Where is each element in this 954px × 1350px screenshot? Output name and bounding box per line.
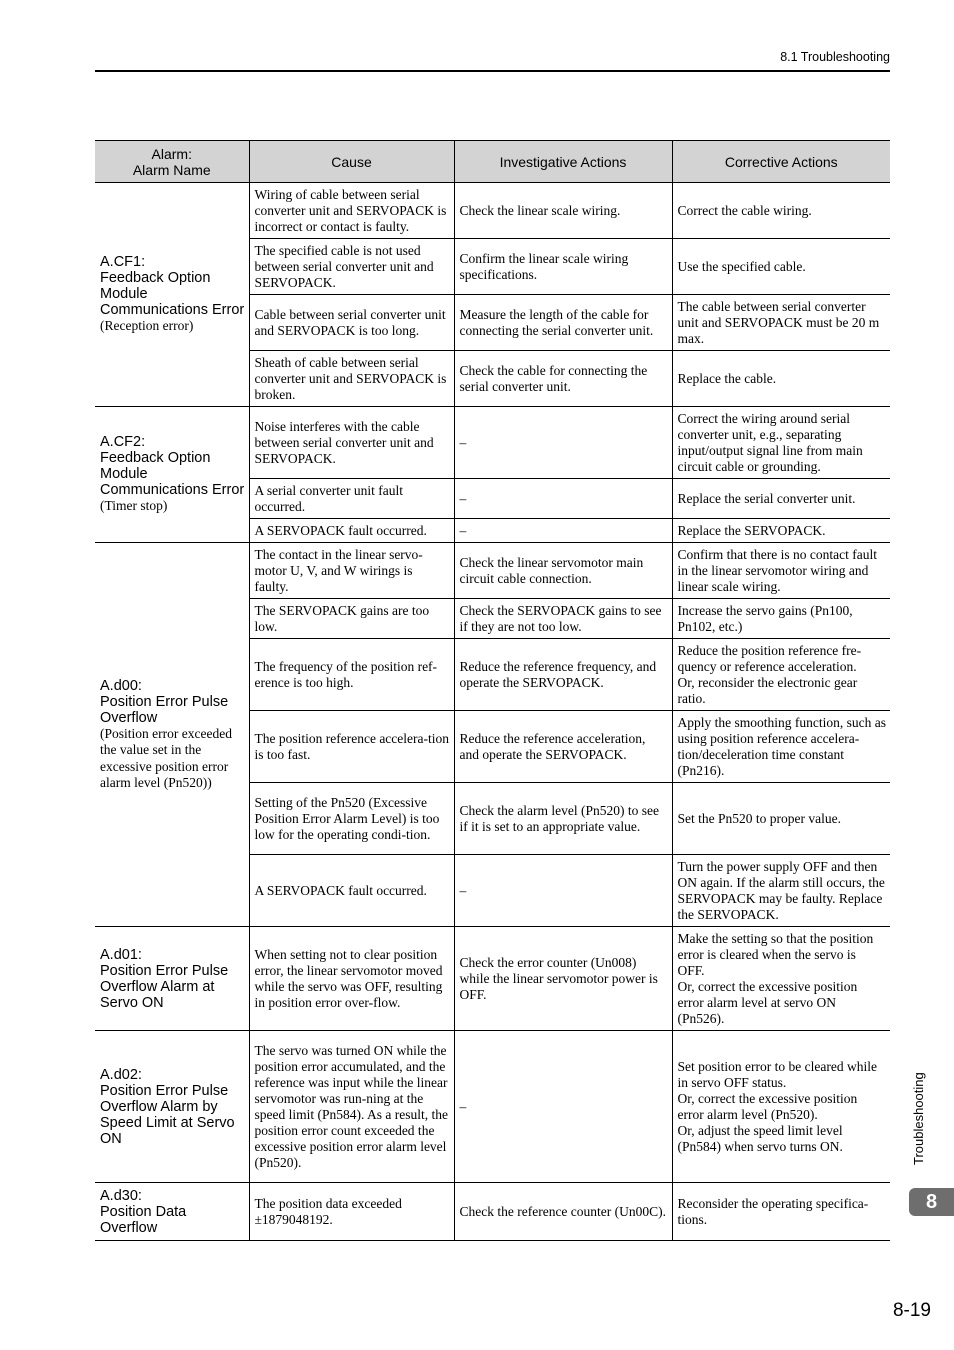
- investigative-cell: –: [454, 519, 672, 543]
- cause-cell: Noise interferes with the cable between serial converter unit and SERVOPACK.: [249, 407, 454, 479]
- investigative-cell: Confirm the linear scale wiring specifications.: [454, 239, 672, 295]
- header-alarm: Alarm: Alarm Name: [95, 141, 249, 183]
- cause-cell: A SERVOPACK fault occurred.: [249, 855, 454, 927]
- alarm-name: A.d02: Position Error Pulse Overflow Alarm by Speed Limit at Servo ON: [100, 1066, 235, 1147]
- cause-cell: The SERVOPACK gains are too low.: [249, 599, 454, 639]
- corrective-cell: Turn the power supply OFF and then ON again. If the alarm still occurs, the SERVOPACK may be faulty. Replace the SERVOPACK.: [672, 855, 890, 927]
- cause-cell: Setting of the Pn520 (Excessive Position Error Alarm Level) is too low for the operating condi-tion.: [249, 783, 454, 855]
- corrective-cell: Set position error to be cleared while in servo OFF status. Or, correct the excessive position error alarm level (Pn520). Or, adjust the speed limit level (Pn584) when servo turns ON.: [672, 1031, 890, 1183]
- investigative-cell: –: [454, 407, 672, 479]
- investigative-cell: –: [454, 479, 672, 519]
- alarm-cell: [95, 927, 249, 1031]
- alarm-description: (Timer stop): [100, 498, 168, 514]
- corrective-cell: The cable between serial converter unit and SERVOPACK must be 20 m max.: [672, 295, 890, 351]
- page-number: 8-19: [892, 1300, 931, 1321]
- chapter-tab[interactable]: 8: [909, 1188, 954, 1216]
- table-row: [95, 927, 890, 1031]
- troubleshooting-table: [95, 140, 890, 1241]
- header-corrective: Corrective Actions: [672, 141, 890, 183]
- table-row: [95, 543, 890, 599]
- investigative-cell: Reduce the reference acceleration, and operate the SERVOPACK.: [454, 711, 672, 783]
- cause-cell: The position reference accelera-tion is too fast.: [249, 711, 454, 783]
- corrective-cell: Correct the cable wiring.: [672, 183, 890, 239]
- alarm-cell: [95, 183, 249, 407]
- corrective-cell: Make the setting so that the position error is cleared when the servo is OFF. Or, correct the excessive position error alarm level at servo ON (Pn526).: [672, 927, 890, 1031]
- cause-cell: The contact in the linear servo-motor U, V, and W wirings is faulty.: [249, 543, 454, 599]
- investigative-cell: –: [454, 1031, 672, 1183]
- chapter-side-label: Troubleshooting: [911, 1072, 926, 1165]
- alarm-cell: [95, 1183, 249, 1241]
- corrective-cell: Reduce the position reference fre-quency or reference acceleration. Or, reconsider the electronic gear ratio.: [672, 639, 890, 711]
- cause-cell: The servo was turned ON while the position error accumulated, and the reference was input while the linear servomotor was run-ning at the speed limit (Pn584). As a result, the position error count exceeded the excessive position error alarm level (Pn520).: [249, 1031, 454, 1183]
- alarm-name: A.CF2: Feedback Option Module Communications Error: [100, 434, 245, 499]
- header-rule: [95, 70, 890, 72]
- cause-cell: When setting not to clear position error, the linear servomotor moved while the servo was OFF, resulting in position error over-flow.: [249, 927, 454, 1031]
- alarm-cell: [95, 543, 249, 927]
- corrective-cell: Replace the serial converter unit.: [672, 479, 890, 519]
- alarm-cell: [95, 407, 249, 543]
- cause-cell: Wiring of cable between serial converter unit and SERVOPACK is incorrect or contact is faulty.: [249, 183, 454, 239]
- header-investigative: Investigative Actions: [454, 141, 672, 183]
- alarm-description: (Reception error): [100, 318, 194, 334]
- corrective-cell: Correct the wiring around serial converter unit, e.g., separating input/output signal line from main circuit cable or grounding.: [672, 407, 890, 479]
- investigative-cell: Check the reference counter (Un00C).: [454, 1183, 672, 1241]
- cause-cell: The frequency of the position ref-erence is too high.: [249, 639, 454, 711]
- alarm-name: A.CF1: Feedback Option Module Communications Error: [100, 254, 245, 319]
- cause-cell: A serial converter unit fault occurred.: [249, 479, 454, 519]
- table-row: [95, 407, 890, 479]
- cause-cell: The position data exceeded ±1879048192.: [249, 1183, 454, 1241]
- corrective-cell: Apply the smoothing function, such as using position reference accelera-tion/deceleration time constant (Pn216).: [672, 711, 890, 783]
- investigative-cell: Check the error counter (Un008) while the linear servomotor power is OFF.: [454, 927, 672, 1031]
- investigative-cell: Check the linear scale wiring.: [454, 183, 672, 239]
- alarm-name: A.d00: Position Error Pulse Overflow: [100, 677, 229, 726]
- investigative-cell: –: [454, 855, 672, 927]
- corrective-cell: Replace the SERVOPACK.: [672, 519, 890, 543]
- corrective-cell: Increase the servo gains (Pn100, Pn102, etc.): [672, 599, 890, 639]
- corrective-cell: Use the specified cable.: [672, 239, 890, 295]
- table-row: [95, 183, 890, 239]
- cause-cell: Sheath of cable between serial converter unit and SERVOPACK is broken.: [249, 351, 454, 407]
- corrective-cell: Reconsider the operating specifica-tions.: [672, 1183, 890, 1241]
- investigative-cell: Check the cable for connecting the serial converter unit.: [454, 351, 672, 407]
- cause-cell: Cable between serial converter unit and SERVOPACK is too long.: [249, 295, 454, 351]
- investigative-cell: Measure the length of the cable for connecting the serial converter unit.: [454, 295, 672, 351]
- section-header: 8.1 Troubleshooting: [780, 50, 890, 64]
- investigative-cell: Reduce the reference frequency, and operate the SERVOPACK.: [454, 639, 672, 711]
- table-header-row: [95, 141, 890, 183]
- alarm-description: (Position error exceeded the value set in the excessive position error alarm level (Pn520)): [100, 725, 232, 790]
- corrective-cell: Replace the cable.: [672, 351, 890, 407]
- corrective-cell: Set the Pn520 to proper value.: [672, 783, 890, 855]
- investigative-cell: Check the linear servomotor main circuit cable connection.: [454, 543, 672, 599]
- alarm-cell: [95, 1031, 249, 1183]
- alarm-name: A.d30: Position Data Overflow: [100, 1187, 187, 1236]
- corrective-cell: Confirm that there is no contact fault in the linear servomotor wiring and linear scale wiring.: [672, 543, 890, 599]
- alarm-name: A.d01: Position Error Pulse Overflow Alarm at Servo ON: [100, 946, 229, 1011]
- table-row: [95, 1183, 890, 1241]
- table-row: [95, 1031, 890, 1183]
- cause-cell: The specified cable is not used between serial converter unit and SERVOPACK.: [249, 239, 454, 295]
- header-cause: Cause: [249, 141, 454, 183]
- investigative-cell: Check the alarm level (Pn520) to see if it is set to an appropriate value.: [454, 783, 672, 855]
- cause-cell: A SERVOPACK fault occurred.: [249, 519, 454, 543]
- investigative-cell: Check the SERVOPACK gains to see if they are not too low.: [454, 599, 672, 639]
